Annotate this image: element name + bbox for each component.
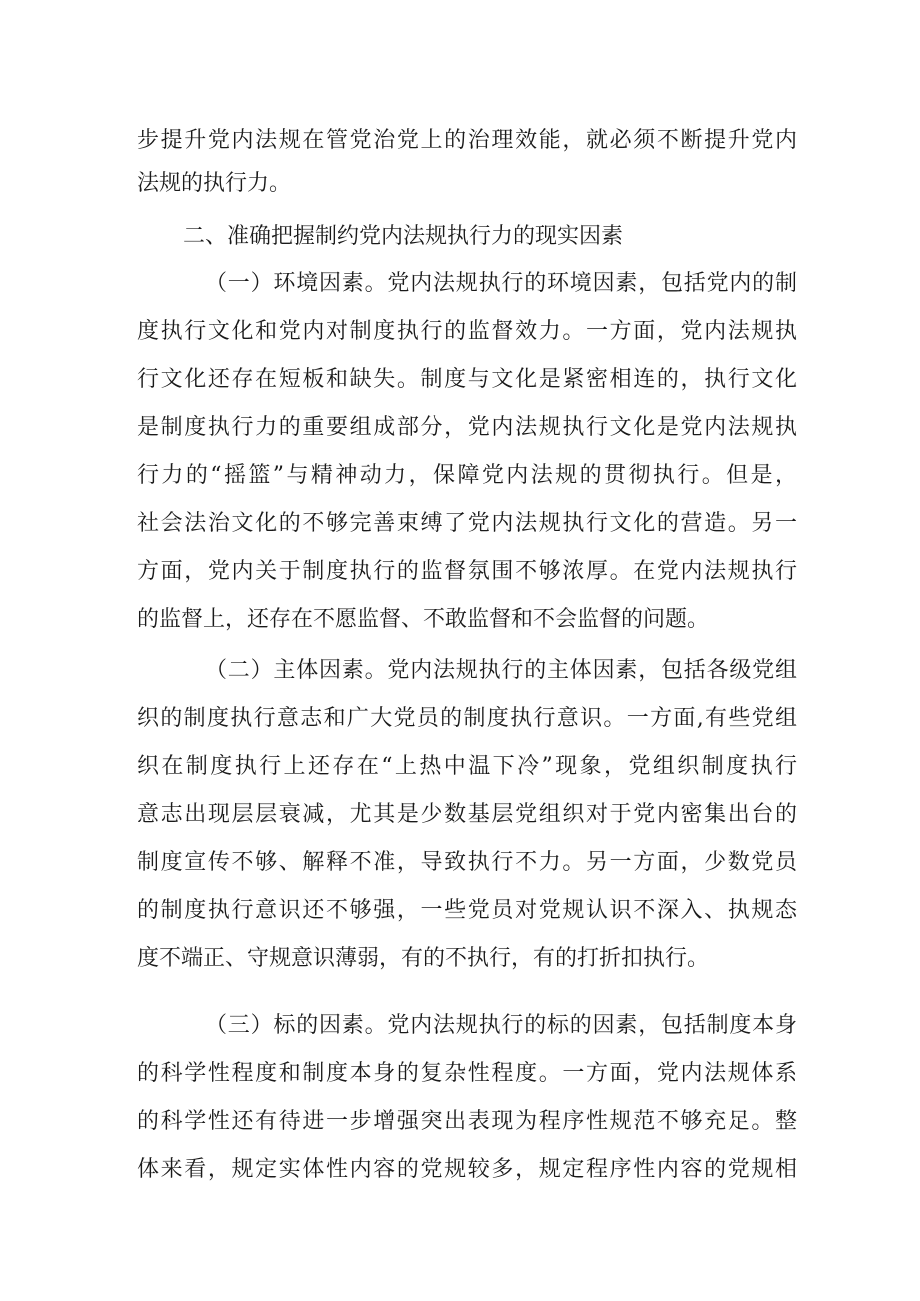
paragraph-1-line-2: 度执行文化和党内对制度执行的监督效力。一方面，党内法规执 (137, 319, 797, 344)
paragraph-1-line-1: （一）环境因素。党内法规执行的环境因素，包括党内的制 (205, 271, 797, 296)
paragraph-1-line-6: 社会法治文化的不够完善束缚了党内法规执行文化的营造。另一 (137, 511, 797, 536)
paragraph-2-line-5: 制度宣传不够、解释不准，导致执行不力。另一方面，少数党员 (137, 850, 797, 875)
paragraph-0-line-1: 步提升党内法规在管党治党上的治理效能，就必须不断提升党内 (137, 128, 797, 153)
paragraph-2-line-3: 织在制度执行上还存在“上热中温下冷”现象，党组织制度执行 (137, 754, 797, 779)
section-heading: 二、准确把握制约党内法规执行力的现实因素 (183, 224, 624, 249)
paragraph-1-line-4: 是制度执行力的重要组成部分，党内法规执行文化是党内法规执 (137, 415, 797, 440)
paragraph-3-line-1: （三）标的因素。党内法规执行的标的因素，包括制度本身 (205, 1013, 797, 1038)
paragraph-3-line-2: 的科学性程度和制度本身的复杂性程度。一方面，党内法规体系 (137, 1061, 797, 1086)
paragraph-1-line-3: 行文化还存在短板和缺失。制度与文化是紧密相连的，执行文化 (137, 367, 797, 392)
paragraph-2-line-6: 的制度执行意识还不够强，一些党员对党规认识不深入、执规态 (137, 898, 797, 923)
paragraph-0-line-2: 法规的执行力。 (137, 171, 292, 196)
paragraph-2-line-7: 度不端正、守规意识薄弱，有的不执行，有的打折扣执行。 (137, 946, 710, 971)
paragraph-2-line-1: （二）主体因素。党内法规执行的主体因素，包括各级党组 (205, 658, 797, 683)
paragraph-3-line-4: 体来看，规定实体性内容的党规较多，规定程序性内容的党规相 (137, 1157, 797, 1182)
paragraph-1-line-7: 方面，党内关于制度执行的监督氛围不够浓厚。在党内法规执行 (137, 559, 797, 584)
paragraph-1-line-8: 的监督上，还存在不愿监督、不敢监督和不会监督的问题。 (137, 607, 710, 632)
paragraph-2-line-4: 意志出现层层衰减，尤其是少数基层党组织对于党内密集出台的 (137, 802, 797, 827)
paragraph-1-line-5: 行力的“摇篮”与精神动力，保障党内法规的贯彻执行。但是， (137, 463, 797, 488)
paragraph-2-line-2: 织的制度执行意志和广大党员的制度执行意识。一方面,有些党组 (137, 706, 797, 731)
paragraph-3-line-3: 的科学性还有待进一步增强突出表现为程序性规范不够充足。整 (137, 1109, 797, 1134)
